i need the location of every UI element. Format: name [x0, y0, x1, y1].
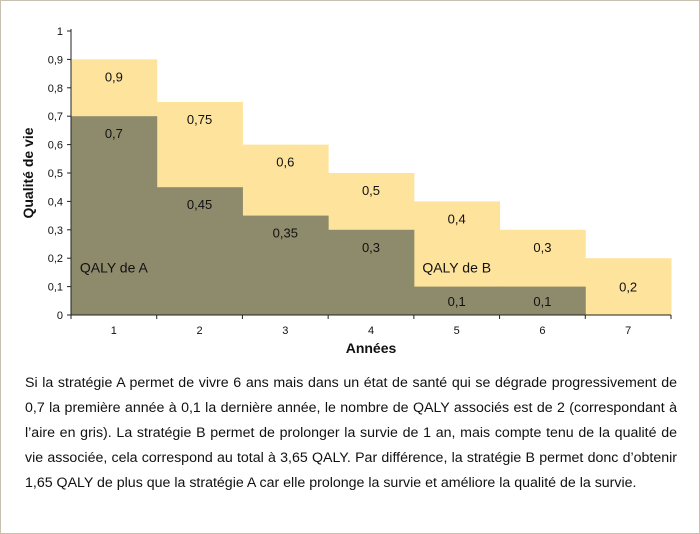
y-tick-label: 0,8: [47, 82, 63, 95]
x-tick-label: 5: [453, 325, 460, 337]
data-label-b-7: 0,2: [619, 279, 638, 295]
data-label-b-3: 0,6: [276, 154, 295, 170]
x-tick-label: 1: [110, 325, 117, 337]
data-label-b-1: 0,9: [104, 69, 123, 85]
x-tick-label: 2: [196, 325, 203, 337]
data-label-a-3: 0,35: [272, 225, 298, 241]
y-tick-label: 0,9: [47, 54, 63, 67]
y-axis-label: Qualité de vie: [20, 127, 36, 219]
series-label-a: QALY de A: [79, 259, 148, 276]
data-label-b-6: 0,3: [533, 239, 552, 255]
y-tick-label: 0,2: [47, 253, 63, 266]
x-axis-label: Années: [345, 340, 397, 356]
data-label-a-6: 0,1: [533, 293, 552, 309]
x-tick-label: 4: [367, 325, 375, 337]
data-label-a-2: 0,45: [186, 197, 213, 213]
y-tick-label: 0: [56, 310, 63, 322]
qaly-chart: [1, 1, 699, 361]
data-label-a-5: 0,1: [447, 293, 466, 309]
series-label-b: QALY de B: [422, 259, 492, 276]
x-tick-label: 7: [625, 325, 632, 337]
data-label-a-4: 0,3: [361, 239, 381, 255]
y-tick-label: 0,6: [47, 139, 63, 152]
y-tick-label: 0,1: [47, 281, 63, 294]
y-tick-label: 1: [56, 26, 63, 38]
bar-a-1: [71, 116, 157, 315]
data-label-a-1: 0,7: [104, 126, 123, 142]
figure-caption: Si la stratégie A permet de vivre 6 ans mais dans un état de santé qui se dégrade progressivement de 0,7 la première année à 0,1 la dernière année, le nombre de QALY associés est de 2 (correspondant à l’aire en gris). La stratégie B permet de prolonger la survie de 1 an, mais compte tenu de la qualité de vie associée, cela correspond au total à 3,65 QALY. Par différence, la stratégie B permet donc d’obtenir 1,65 QALY de plus que la stratégie A car elle prolonge la survie et améliore la qualité de la survie.: [25, 375, 677, 491]
y-tick-label: 0,5: [47, 168, 63, 180]
data-label-b-2: 0,75: [186, 112, 213, 127]
y-tick-label: 0,7: [47, 111, 63, 124]
data-label-b-5: 0,4: [447, 211, 466, 227]
data-label-b-4: 0,5: [361, 183, 381, 198]
x-tick-label: 3: [282, 325, 289, 337]
x-tick-label: 6: [539, 325, 546, 337]
y-tick-label: 0,3: [47, 224, 63, 237]
y-tick-label: 0,4: [47, 196, 63, 209]
